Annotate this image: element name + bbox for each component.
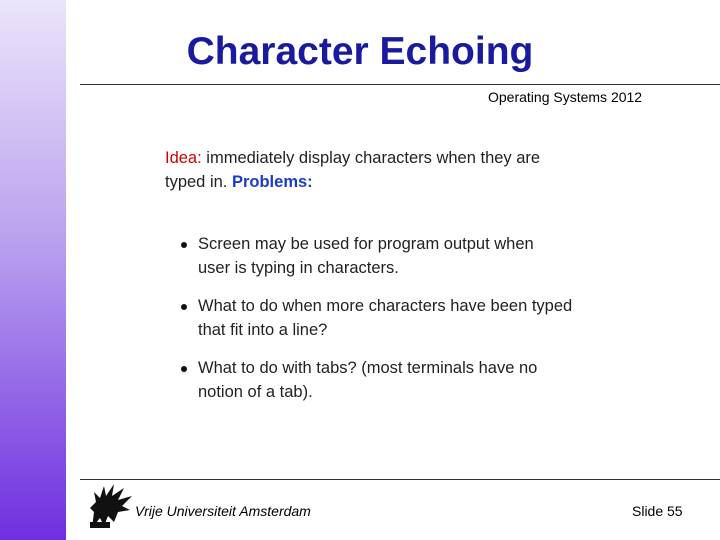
bullet-icon: [181, 304, 187, 310]
idea-text-continued: typed in.: [165, 173, 232, 191]
bullet-icon: [181, 366, 187, 372]
bullet-icon: [181, 242, 187, 248]
list-item: Screen may be used for program output when user is typing in characters.: [165, 232, 585, 280]
course-label: Operating Systems 2012: [488, 89, 643, 105]
footer-divider: [80, 479, 720, 480]
idea-label: Idea:: [165, 149, 202, 167]
title-divider: [80, 84, 720, 85]
problem-list: [165, 232, 585, 418]
side-gradient-bar: [0, 0, 66, 540]
idea-text: immediately display characters when they are: [201, 149, 541, 167]
university-griffin-logo-icon: [84, 482, 136, 530]
list-item: What to do when more characters have been typed that fit into a line?: [165, 294, 585, 342]
list-item: What to do with tabs? (most terminals have no notion of a tab).: [165, 356, 585, 404]
university-name: Vrije Universiteit Amsterdam: [135, 503, 311, 519]
problems-label: Problems:: [231, 173, 313, 191]
slide-title: Character Echoing: [186, 30, 534, 73]
slide-content: [165, 146, 585, 401]
intro-paragraph: [165, 146, 585, 194]
slide-number: Slide 55: [632, 503, 683, 519]
